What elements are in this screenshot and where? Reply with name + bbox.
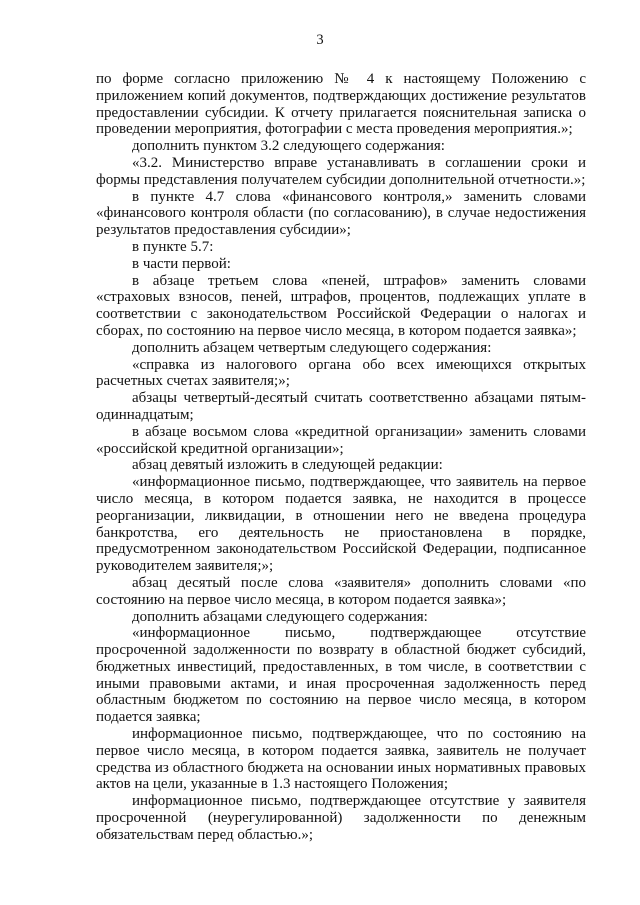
paragraph: по форме согласно приложению № 4 к настоящему Положению с приложением копий документов, подтверждающих достижение результатов предоставлении субсидии. К отчету прилагается пояснительная записка о проведении мероприятия, фотографии с места проведения мероприятия.»;: [96, 71, 586, 138]
paragraph: «информационное письмо, подтверждающее отсутствие просроченной задолженности по возврату в областной бюджет субсидий, бюджетных инвестиций, предоставленных, в том числе, в соответствии с иными правовыми актами, и иная просроченная задолженность перед областным бюджетом по состоянию на первое число месяца, в котором подается заявка;: [96, 625, 586, 726]
paragraph: информационное письмо, подтверждающее отсутствие у заявителя просроченной (неурегулированной) задолженности по денежным обязательствам перед областью.»;: [96, 793, 586, 843]
paragraph: абзац десятый после слова «заявителя» дополнить словами «по состоянию на первое число месяца, в котором подается заявка»;: [96, 574, 586, 608]
paragraph: «3.2. Министерство вправе устанавливать в соглашении сроки и формы представления получателем субсидии дополнительной отчетности.»;: [96, 154, 586, 188]
paragraph: в абзаце восьмом слова «кредитной организации» заменить словами «российской кредитной организации»;: [96, 423, 586, 457]
document-body: [96, 71, 586, 844]
paragraph: дополнить абзацем четвертым следующего содержания:: [132, 339, 492, 356]
paragraph: абзац девятый изложить в следующей редакции:: [132, 457, 443, 474]
paragraph: в абзаце третьем слова «пеней, штрафов» заменить словами «страховых взносов, пеней, штрафов, процентов, подлежащих уплате в соответствии с законодательством Российской Федерации о налогах и сборах, по состоянию на первое число месяца, в котором подается заявка»;: [96, 272, 586, 339]
paragraph: «информационное письмо, подтверждающее, что заявитель на первое число месяца, в котором подается заявка, не находится в процессе реорганизации, ликвидации, в отношении него не введена процедура банкротства, его деятельность не приостановлена в порядке, предусмотренном законодательством Российской Федерации, подписанное руководителем заявителя;»;: [96, 474, 586, 575]
paragraph: в пункте 5.7:: [132, 238, 214, 255]
paragraph: абзацы четвертый-десятый считать соответственно абзацами пятым-одиннадцатым;: [96, 390, 586, 423]
paragraph: в части первой:: [132, 255, 231, 272]
paragraph: информационное письмо, подтверждающее, что по состоянию на первое число месяца, в котором подается заявка, заявитель не получает средства из областного бюджета на основании иных нормативных правовых актов на цели, указанные в 1.3 настоящего Положения;: [96, 726, 586, 793]
paragraph: в пункте 4.7 слова «финансового контроля,» заменить словами «финансового контроля области (по согласованию), в случае недостижения результатов предоставления субсидии»;: [96, 188, 586, 239]
page-number: 3: [316, 32, 324, 48]
paragraph: «справка из налогового органа обо всех имеющихся открытых расчетных счетах заявителя;»;: [96, 356, 586, 390]
paragraph: дополнить пунктом 3.2 следующего содержания:: [132, 138, 445, 155]
paragraph: дополнить абзацами следующего содержания:: [132, 608, 428, 625]
